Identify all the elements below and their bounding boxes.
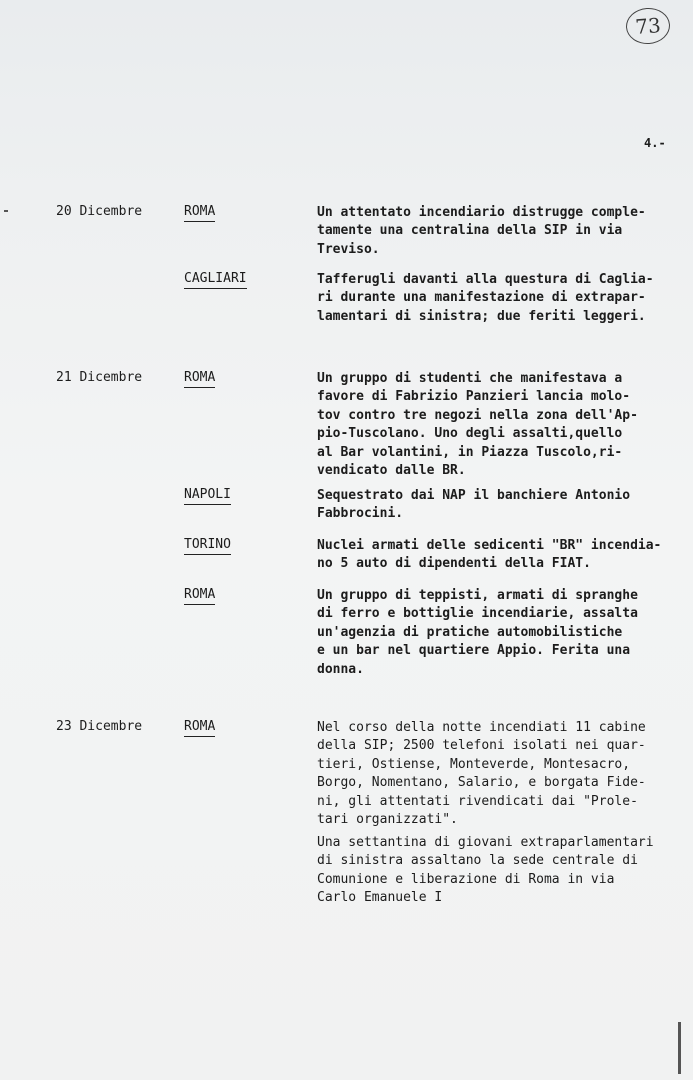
description-line: ni, gli attentati rivendicati dai "Prole- xyxy=(317,793,638,809)
entry-place: CAGLIARI xyxy=(184,271,247,289)
edge-mark xyxy=(678,1022,681,1074)
description-line: no 5 auto di dipendenti della FIAT. xyxy=(317,556,591,572)
description-line: di sinistra assaltano la sede centrale di xyxy=(317,853,638,869)
description-line: Nuclei armati delle sedicenti "BR" incendia- xyxy=(317,538,662,553)
page-number: 4.- xyxy=(644,136,666,150)
description-line: Tafferugli davanti alla questura di Caglia- xyxy=(317,272,654,287)
description-line: ri durante una manifestazione di extrapar- xyxy=(317,290,646,306)
description-line: tamente una centralina della SIP in via xyxy=(317,223,623,239)
description-line: della SIP; 2500 telefoni isolati nei quar- xyxy=(317,738,646,754)
entry-date: 21 Dicembre xyxy=(56,370,143,385)
description-line: un'agenzia di pratiche automobilistiche xyxy=(317,624,623,640)
description-line: Treviso. xyxy=(317,241,380,257)
description-line: vendicato dalle BR. xyxy=(317,463,466,479)
description-line: Comunione e liberazione di Roma in via xyxy=(317,871,615,887)
entry-place: ROMA xyxy=(184,719,215,737)
entry-description xyxy=(317,587,638,679)
entry-place: NAPOLI xyxy=(184,487,231,505)
description-line: tov contro tre negozi nella zona dell'Ap- xyxy=(317,407,638,423)
description-line: Fabbrocini. xyxy=(317,506,404,522)
description-line: di ferro e bottiglie incendiarie, assalta xyxy=(317,606,638,622)
description-line: pio-Tuscolano. Uno degli assalti,quello xyxy=(317,426,623,442)
description-line: favore di Fabrizio Panzieri lancia molo- xyxy=(317,389,631,405)
entry-description xyxy=(317,537,661,574)
entry-place: ROMA xyxy=(184,370,215,388)
description-line: tieri, Ostiense, Monteverde, Montesacro, xyxy=(317,756,631,772)
description-line: Borgo, Nomentano, Salario, e borgata Fide- xyxy=(317,775,646,791)
description-line: Carlo Emanuele I xyxy=(317,890,443,906)
description-line: Un gruppo di teppisti, armati di spranghe xyxy=(317,588,638,603)
entry-date: 20 Dicembre xyxy=(56,204,143,219)
entry-description xyxy=(317,271,654,326)
entry-place: ROMA xyxy=(184,587,215,605)
description-line: Un gruppo di studenti che manifestava a xyxy=(317,371,623,386)
description-line: Un attentato incendiario distrugge comple- xyxy=(317,205,646,220)
archive-stamp: 73 xyxy=(625,7,671,46)
entry-description xyxy=(317,487,630,524)
entry-description xyxy=(317,204,646,259)
entry-place: ROMA xyxy=(184,204,215,222)
description-line: Nel corso della notte incendiati 11 cabine xyxy=(317,720,646,735)
description-line: e un bar nel quartiere Appio. Ferita una xyxy=(317,643,631,659)
description-line: al Bar volantini, in Piazza Tuscolo,ri- xyxy=(317,444,623,460)
description-line: lamentari di sinistra; due feriti leggeri. xyxy=(317,308,646,324)
entry-description xyxy=(317,370,638,480)
description-line: Sequestrato dai NAP il banchiere Antonio xyxy=(317,488,631,503)
entry-description xyxy=(317,834,654,908)
description-line: donna. xyxy=(317,661,364,677)
entry-description xyxy=(317,719,646,829)
margin-mark xyxy=(4,210,8,212)
description-line: tari organizzati". xyxy=(317,812,458,828)
entry-place: TORINO xyxy=(184,537,231,555)
description-line: Una settantina di giovani extraparlamentari xyxy=(317,835,654,850)
entry-date: 23 Dicembre xyxy=(56,719,143,734)
